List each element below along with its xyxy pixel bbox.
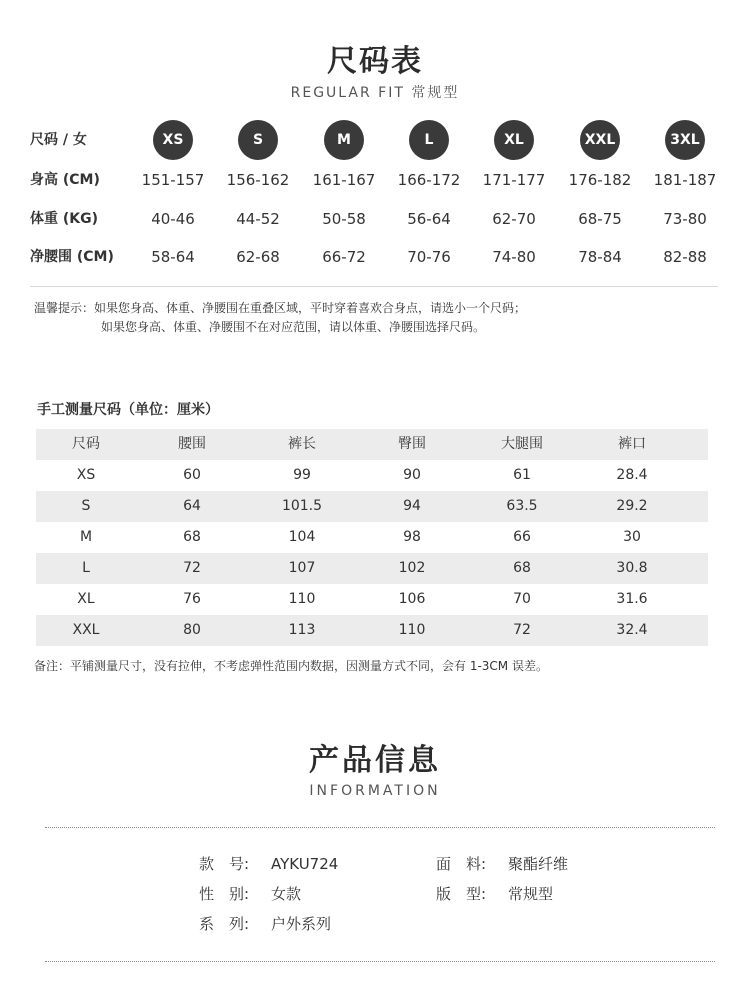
table-cell: 70 [513,591,531,607]
table-cell: XL [77,591,95,607]
table-cell: 31.6 [616,591,648,607]
size-row-height [30,160,730,200]
size-badge-3xl: 3XL [665,120,705,160]
size-cell [474,120,554,160]
info-item-fit [436,882,553,906]
size-cell [645,120,725,160]
table-cell: 106 [398,591,426,607]
table-cell: 32.4 [616,622,648,638]
weight-cell: 44-52 [236,210,280,228]
waist-cell: 74-80 [492,248,536,266]
table-cell: 90 [403,467,421,483]
table-cell: 76 [183,591,201,607]
information-subtitle: INFORMATION [309,783,441,799]
info-item-style-no [199,852,338,876]
height-cell: 161-167 [312,171,376,189]
info-key: 性 别: [199,885,250,903]
table-cell: 110 [288,591,316,607]
info-value: 户外系列 [271,915,332,933]
table-cell: S [81,498,91,514]
table-cell: 61 [513,467,531,483]
table-header-row [36,429,708,460]
table-cell: 66 [513,529,531,545]
table-header-cell: 臀围 [398,436,426,452]
table-row [36,553,708,584]
table-header-cell: 大腿围 [501,436,543,452]
tip-line-2: 如果您身高、体重、净腰围不在对应范围，请以体重、净腰围选择尺码。 [101,320,486,334]
table-cell: 110 [398,622,426,638]
size-cell [218,120,298,160]
table-header-cell: 裤长 [288,436,316,452]
size-cell [560,120,640,160]
info-value: 聚酯纤维 [508,855,569,873]
table-cell: 68 [513,560,531,576]
info-item-series [199,912,331,936]
size-badge-s: S [238,120,278,160]
table-cell: 107 [288,560,316,576]
dotted-divider-top [45,827,715,828]
table-cell: 68 [183,529,201,545]
row-label-height: 身高 (CM) [30,172,100,188]
weight-cell: 68-75 [578,210,622,228]
weight-cell: 73-80 [663,210,707,228]
waist-cell: 78-84 [578,248,622,266]
waist-cell: 70-76 [407,248,451,266]
table-cell: 99 [293,467,311,483]
waist-cell: 62-68 [236,248,280,266]
table-row [36,460,708,491]
table-row [36,522,708,553]
row-label-weight: 体重 (KG) [30,211,99,227]
info-item-gender [199,882,301,906]
size-cell [133,120,213,160]
height-cell: 171-177 [482,171,546,189]
table-cell: 72 [513,622,531,638]
table-cell: 104 [288,529,316,545]
information-title: 产品信息 [309,743,441,778]
table-cell: L [82,560,90,576]
weight-cell: 40-46 [151,210,195,228]
table-cell: 64 [183,498,201,514]
table-cell: 60 [183,467,201,483]
dotted-divider-bottom [45,961,715,962]
size-badge-xl: XL [494,120,534,160]
divider [30,286,718,287]
table-cell: 98 [403,529,421,545]
height-cell: 181-187 [653,171,717,189]
info-key: 系 列: [199,915,250,933]
table-cell: 102 [398,560,426,576]
tip-line-1: 温馨提示：如果您身高、体重、净腰围在重叠区域，平时穿着喜欢合身点，请选小一个尺码； [34,301,527,315]
measure-table-title: 手工测量尺码（单位：厘米） [37,402,219,418]
table-cell: 94 [403,498,421,514]
table-cell: XS [76,467,96,483]
size-badge-xs: XS [153,120,193,160]
size-badge-xxl: XXL [580,120,620,160]
size-chart-title: 尺码表 [327,44,423,79]
info-value: 女款 [271,885,302,903]
table-cell: 113 [288,622,316,638]
info-value: AYKU724 [271,855,339,873]
height-cell: 166-172 [397,171,461,189]
info-key: 款 号: [199,855,250,873]
table-header-cell: 尺码 [72,436,100,452]
waist-cell: 58-64 [151,248,195,266]
measure-note: 备注：平铺测量尺寸，没有拉伸，不考虑弹性范围内数据，因测量方式不同，会有 1-3CM 误差。 [34,659,548,673]
weight-cell: 56-64 [407,210,451,228]
table-header-cell: 腰围 [178,436,206,452]
table-cell: 29.2 [616,498,648,514]
row-label-waist: 净腰围 (CM) [30,249,114,265]
height-cell: 156-162 [226,171,290,189]
table-row [36,491,708,522]
table-cell: 30 [623,529,641,545]
table-cell: 63.5 [506,498,538,514]
row-label-size: 尺码 / 女 [30,132,87,148]
size-row-weight [30,199,730,239]
table-row [36,615,708,646]
table-row [36,584,708,615]
table-cell: 72 [183,560,201,576]
table-cell: 101.5 [281,498,323,514]
size-badge-m: M [324,120,364,160]
height-cell: 176-182 [568,171,632,189]
weight-cell: 50-58 [322,210,366,228]
size-badge-l: L [409,120,449,160]
size-row-waist [30,237,730,277]
size-chart-subtitle: REGULAR FIT 常规型 [290,85,460,101]
table-cell: XXL [72,622,100,638]
info-key: 版 型: [436,885,487,903]
table-cell: 28.4 [616,467,648,483]
waist-cell: 66-72 [322,248,366,266]
info-value: 常规型 [508,885,554,903]
info-item-fabric [436,852,568,876]
size-cell [389,120,469,160]
weight-cell: 62-70 [492,210,536,228]
info-key: 面 料: [436,855,487,873]
size-row-sizes [30,120,730,160]
table-cell: 80 [183,622,201,638]
size-cell [304,120,384,160]
table-cell: 30.8 [616,560,648,576]
table-cell: M [79,529,93,545]
height-cell: 151-157 [141,171,205,189]
table-header-cell: 裤口 [618,436,646,452]
waist-cell: 82-88 [663,248,707,266]
